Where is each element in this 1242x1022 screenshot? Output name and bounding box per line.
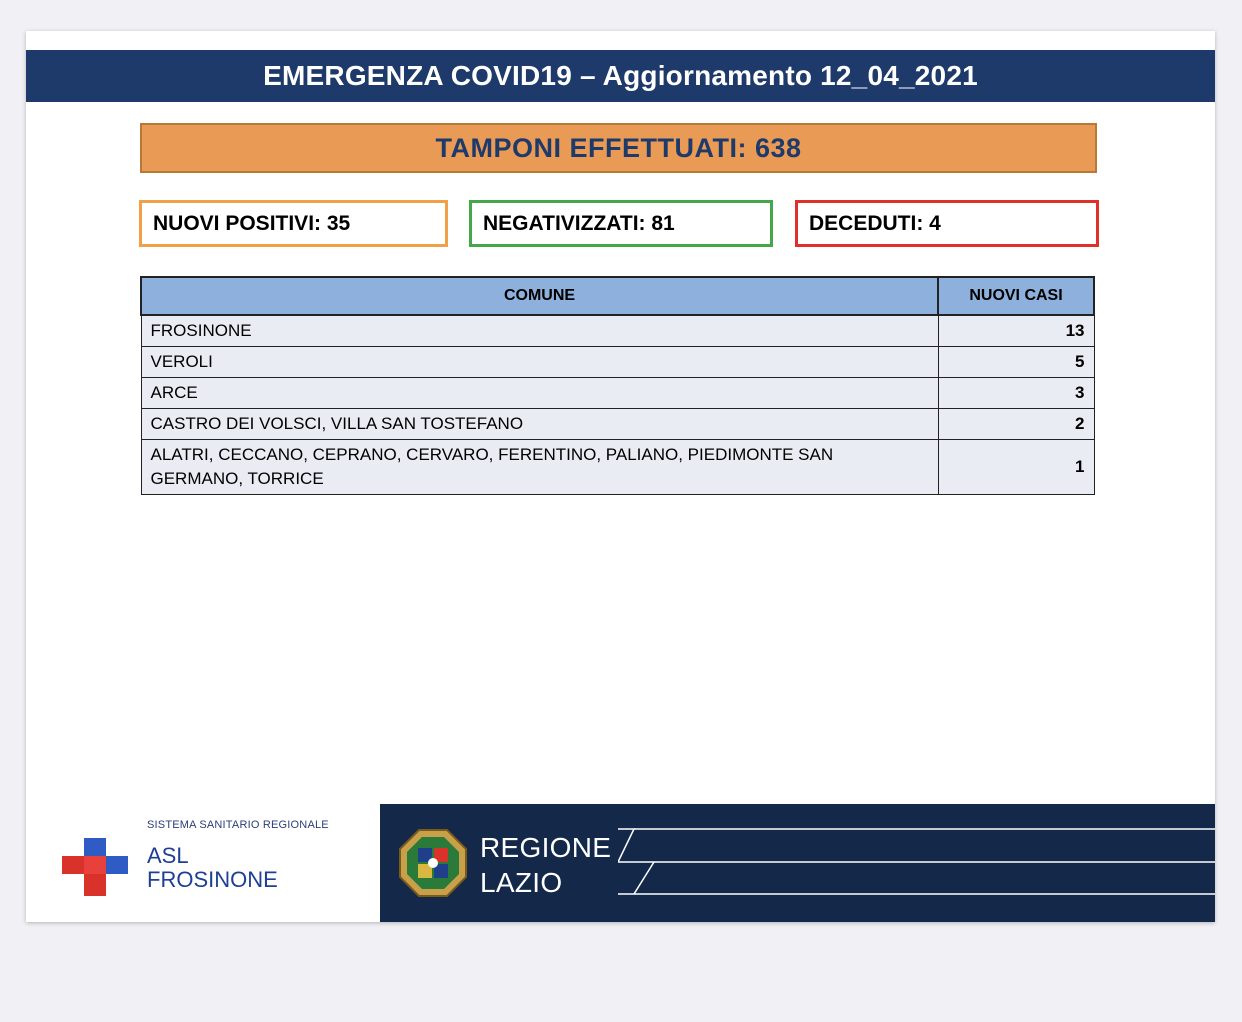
asl-frosinone-logo	[26, 804, 380, 922]
ssr-label: SISTEMA SANITARIO REGIONALE	[147, 819, 329, 831]
nuovi-casi-cell: 2	[938, 409, 1094, 440]
comune-cell: VEROLI	[141, 347, 938, 378]
asl-name-line1: ASL	[147, 843, 189, 868]
negativizzati-box: NEGATIVIZZATI: 81	[469, 200, 773, 247]
decorative-lines	[618, 826, 1215, 898]
regione-line1: REGIONE	[480, 832, 612, 863]
comune-cell: ALATRI, CECCANO, CEPRANO, CERVARO, FERENTINO, PALIANO, PIEDIMONTE SAN GERMANO, TORRICE	[141, 440, 938, 495]
nuovi-positivi-box: NUOVI POSITIVI: 35	[139, 200, 448, 247]
asl-name	[147, 844, 278, 892]
bulletin-slide	[26, 31, 1215, 922]
regione-line2: LAZIO	[480, 867, 563, 898]
table-row	[141, 347, 1094, 378]
regione-lazio-wordmark	[480, 830, 611, 900]
column-header-nuovi-casi: NUOVI CASI	[938, 277, 1094, 315]
regione-lazio-banner	[380, 804, 1215, 922]
cases-table	[140, 276, 1095, 495]
regione-lazio-emblem-icon	[398, 828, 468, 898]
nuovi-casi-cell: 3	[938, 378, 1094, 409]
nuovi-casi-cell: 1	[938, 440, 1094, 495]
comune-cell: FROSINONE	[141, 315, 938, 347]
nuovi-casi-cell: 13	[938, 315, 1094, 347]
asl-name-line2: FROSINONE	[147, 867, 278, 892]
table-header-row	[141, 277, 1094, 315]
comune-cell: ARCE	[141, 378, 938, 409]
nuovi-casi-cell: 5	[938, 347, 1094, 378]
page-title: EMERGENZA COVID19 – Aggiornamento 12_04_2021	[26, 50, 1215, 102]
table-row	[141, 378, 1094, 409]
asl-cross-icon	[62, 838, 128, 896]
deceduti-box: DECEDUTI: 4	[795, 200, 1099, 247]
comune-cell: CASTRO DEI VOLSCI, VILLA SAN TOSTEFANO	[141, 409, 938, 440]
table-row	[141, 440, 1094, 495]
tamponi-effettuati-banner: TAMPONI EFFETTUATI: 638	[140, 123, 1097, 173]
table-row	[141, 409, 1094, 440]
table-row	[141, 315, 1094, 347]
column-header-comune: COMUNE	[141, 277, 938, 315]
